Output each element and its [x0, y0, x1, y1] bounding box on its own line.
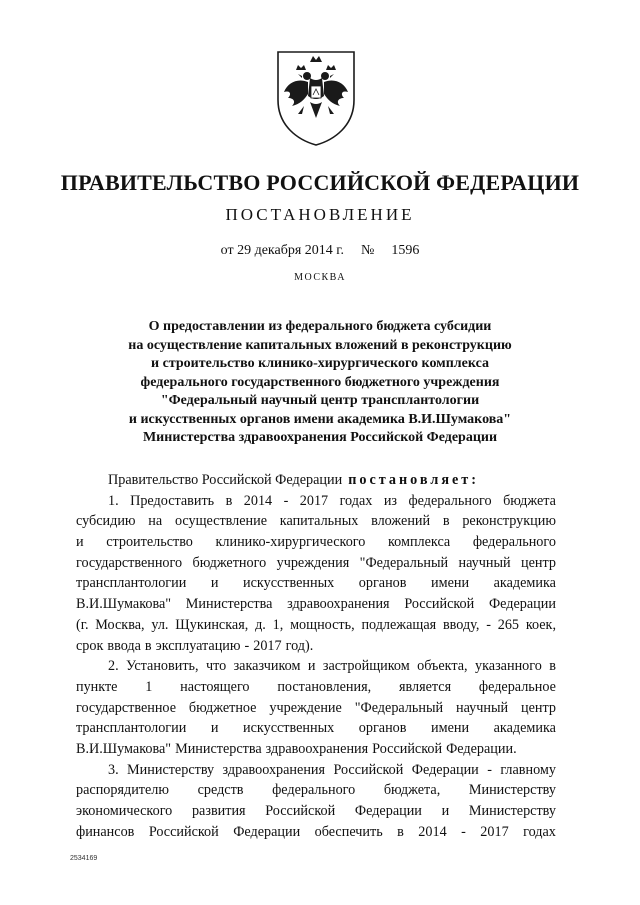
coat-of-arms-icon: [272, 48, 360, 148]
body-word: Федерации: [354, 803, 422, 819]
body-word: Федерации: [233, 823, 301, 840]
body-word: Министерства: [185, 596, 273, 613]
body-word: федеральное: [478, 678, 556, 695]
body-line: [76, 677, 556, 698]
body-word: строительство: [106, 534, 193, 551]
body-word: научный: [458, 554, 511, 571]
body-word: пункте: [76, 678, 118, 695]
body-word: в: [397, 823, 404, 840]
body-word: 2014: [243, 492, 273, 509]
body-word: Предоставить: [130, 492, 215, 509]
body-word: 265: [497, 616, 520, 633]
title-line: Министерства здравоохранения Российской Федерации: [142, 430, 498, 445]
body-word: главному: [500, 761, 556, 778]
body-word: на: [148, 513, 163, 530]
body-word: искусственных: [243, 720, 335, 737]
body-line: [76, 511, 556, 532]
body-word: Министерству: [468, 803, 556, 819]
body-word: экономического: [76, 803, 173, 819]
body-word: здравоохранения: [222, 761, 326, 778]
body-word: и: [441, 803, 450, 819]
date-line: [40, 243, 600, 259]
body-word: центр: [521, 699, 556, 716]
body-word: Министерству: [127, 761, 215, 778]
body-line: [76, 801, 556, 822]
body-word: здравоохранения: [287, 596, 390, 613]
body-word: 1.: [108, 492, 119, 509]
body-word: органов: [358, 720, 407, 737]
title-line: и искусственных органов имени академика В.И.Шумакова": [128, 411, 512, 427]
body-line: [76, 573, 556, 594]
body-word: Федерации: [488, 596, 556, 613]
body-line: [76, 718, 556, 739]
body-word: и: [76, 534, 84, 551]
body-line: [76, 822, 556, 843]
body-word: бюджета: [503, 492, 556, 509]
city-label: МОСКВА: [294, 272, 346, 283]
body-word: научный: [456, 699, 509, 716]
body-word: и: [210, 575, 219, 592]
body-word: обеспечить: [314, 823, 383, 840]
body-word: бюджетное: [188, 699, 257, 716]
body-word: Федерации: [411, 761, 479, 778]
body-word: в: [549, 658, 556, 675]
body-word: бюджетного: [192, 554, 267, 571]
body-word: заказчиком: [233, 658, 301, 675]
body-word: здравоохранения: [265, 740, 369, 757]
body-word: -: [244, 637, 250, 654]
body-word: -: [487, 761, 492, 778]
body-word: коек,: [525, 616, 556, 633]
body-word: распорядителю: [76, 782, 169, 799]
body-word: вводу,: [442, 616, 480, 633]
intro-text: Правительство Российской Федерации: [108, 472, 343, 488]
body-word: в: [442, 513, 450, 530]
body-word: учреждения: [276, 554, 350, 571]
body-word: капитальных: [279, 513, 359, 530]
body-line: [76, 739, 556, 760]
document-date: от 29 декабря 2014 г.: [220, 243, 344, 258]
body-word: субсидию: [76, 513, 136, 530]
body-word: "Федеральный: [359, 554, 449, 571]
title-line: на осуществление капитальных вложений в реконструкцию: [128, 337, 512, 353]
title-line: и строительство клинико-хирургического комплекса: [151, 356, 489, 371]
body-word: (г.: [76, 616, 89, 633]
body-word: 2.: [108, 658, 119, 675]
body-line: [76, 553, 556, 574]
intro-line: [76, 470, 556, 491]
body-word: федерального: [408, 492, 492, 509]
body-word: год).: [285, 637, 314, 654]
body-word: Российской: [372, 740, 443, 757]
body-word: академика: [493, 720, 556, 737]
body-word: Министерству: [468, 782, 556, 799]
body-word: является: [398, 678, 452, 695]
body-word: д.: [255, 616, 266, 633]
body-word: бюджета,: [383, 782, 441, 799]
body-word: застройщиком: [322, 658, 410, 675]
body-word: постановления,: [277, 678, 372, 695]
body-word: Федерации.: [446, 740, 517, 757]
body-word: комплекса: [387, 534, 451, 551]
body-word: из: [383, 492, 398, 509]
body-word: клинико-хирургического: [215, 534, 366, 551]
body-word: 2014: [418, 823, 447, 840]
body-word: трансплантологии: [76, 575, 187, 592]
title-line: "Федеральный научный центр трансплантологии: [160, 393, 480, 408]
body-line: [76, 760, 556, 781]
body-word: годах: [523, 823, 556, 840]
body-word: федерального: [272, 782, 356, 799]
body-word: В.И.Шумакова": [76, 740, 172, 757]
body-word: -: [283, 492, 289, 509]
body-word: мощность,: [290, 616, 355, 633]
body-word: ул.: [151, 616, 169, 633]
body-word: учреждение: [269, 699, 342, 716]
body-word: ввода: [107, 637, 141, 654]
body-word: и: [210, 720, 219, 737]
body-word: реконструкцию: [462, 513, 556, 530]
document-title: [70, 318, 570, 448]
body-word: объекта,: [417, 658, 468, 675]
body-word: Российской: [404, 596, 475, 613]
document-number: 1596: [391, 243, 420, 258]
body-word: 1,: [272, 616, 284, 633]
body-word: 1: [145, 678, 153, 695]
body-word: 3.: [108, 761, 119, 778]
body-word: трансплантологии: [76, 720, 187, 737]
body-word: -: [486, 616, 491, 633]
body-word: органов: [358, 575, 407, 592]
body-word: срок: [76, 637, 104, 654]
body-word: Москва,: [95, 616, 145, 633]
body-line: [76, 594, 556, 615]
body-word: эксплуатацию: [155, 637, 241, 654]
body-word: подлежащая: [361, 616, 437, 633]
document-body: [76, 470, 556, 842]
body-word: указанного: [475, 658, 542, 675]
body-word: в: [225, 492, 233, 509]
body-line: [76, 656, 556, 677]
body-line: [76, 636, 556, 657]
body-word: государственное: [76, 699, 176, 716]
body-word: вложений: [371, 513, 431, 530]
body-word: В.И.Шумакова": [76, 596, 172, 613]
body-word: годах: [339, 492, 373, 509]
body-word: и: [307, 658, 316, 675]
body-word: "Федеральный: [354, 699, 444, 716]
body-word: 2017: [253, 637, 282, 654]
body-word: что: [205, 658, 227, 675]
body-word: настоящего: [180, 678, 250, 695]
government-heading: ПРАВИТЕЛЬСТВО РОССИЙСКОЙ ФЕДЕРАЦИИ: [60, 170, 580, 195]
body-word: средств: [197, 782, 244, 799]
body-word: Российской: [333, 761, 404, 778]
body-line: [76, 615, 556, 636]
body-word: федерального: [472, 534, 556, 551]
title-line: федерального государственного бюджетного учреждения: [140, 374, 500, 390]
body-word: академика: [493, 575, 556, 592]
body-word: имени: [431, 720, 470, 737]
body-line: [76, 491, 556, 512]
body-word: финансов: [76, 823, 135, 840]
body-word: -: [461, 823, 466, 840]
body-word: Установить,: [126, 658, 199, 675]
body-word: Российской: [265, 803, 336, 819]
body-word: в: [144, 637, 152, 654]
body-word: центр: [521, 554, 556, 571]
body-word: 2017: [299, 492, 329, 509]
decree-word: постановляет:: [348, 472, 480, 488]
body-line: [76, 698, 556, 719]
body-word: Щукинская,: [175, 616, 249, 633]
number-sign: №: [360, 243, 375, 258]
body-word: 2017: [480, 823, 509, 840]
title-line: О предоставлении из федерального бюджета субсидии: [148, 319, 492, 334]
body-word: искусственных: [243, 575, 335, 592]
body-word: государственного: [76, 554, 183, 571]
body-line: [76, 532, 556, 553]
body-word: Российской: [148, 823, 219, 840]
body-line: [76, 780, 556, 801]
body-word: развития: [191, 803, 246, 819]
document-type: ПОСТАНОВЛЕНИЕ: [225, 205, 415, 224]
body-word: осуществление: [174, 513, 268, 530]
body-word: имени: [431, 575, 470, 592]
document-code: 2534169: [70, 855, 98, 862]
body-word: Министерства: [175, 740, 262, 757]
